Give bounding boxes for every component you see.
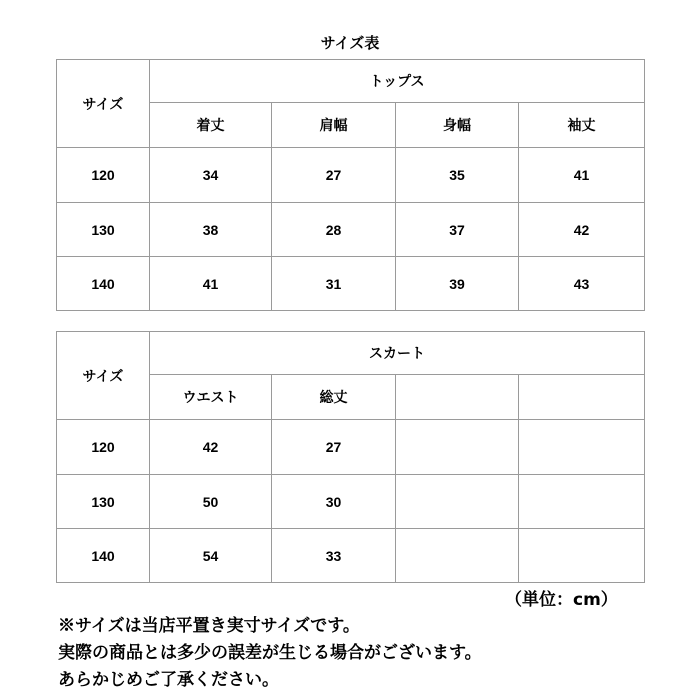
skirt-col-header xyxy=(519,375,645,420)
table-cell xyxy=(519,420,645,475)
table-cell: 34 xyxy=(150,148,272,203)
size-cell: 120 xyxy=(57,148,150,203)
table-cell: 54 xyxy=(150,529,272,583)
tops-col-header: 袖丈 xyxy=(519,103,645,148)
table-cell: 41 xyxy=(150,257,272,311)
size-cell: 140 xyxy=(57,529,150,583)
note-line: 実際の商品とは多少の誤差が生じる場合がございます。 xyxy=(58,643,482,663)
unit-label: （単位：cm） xyxy=(505,590,618,610)
table-cell: 41 xyxy=(519,148,645,203)
table-cell: 28 xyxy=(272,203,396,257)
skirt-col-header: ウエスト xyxy=(150,375,272,420)
table-cell xyxy=(396,420,519,475)
tops-col-header: 身幅 xyxy=(396,103,519,148)
skirt-size-table xyxy=(56,331,645,583)
table-cell: 38 xyxy=(150,203,272,257)
table-cell: 39 xyxy=(396,257,519,311)
table-row xyxy=(57,148,645,203)
skirt-size-header: サイズ xyxy=(57,332,150,420)
page-title: サイズ表 xyxy=(320,34,380,52)
table-row xyxy=(57,203,645,257)
table-cell: 42 xyxy=(150,420,272,475)
table-cell: 50 xyxy=(150,475,272,529)
tops-group-header: トップス xyxy=(150,60,645,103)
skirt-group-header: スカート xyxy=(150,332,645,375)
skirt-col-header: 総丈 xyxy=(272,375,396,420)
table-cell xyxy=(396,529,519,583)
table-row xyxy=(57,257,645,311)
table-row xyxy=(57,420,645,475)
size-cell: 140 xyxy=(57,257,150,311)
size-cell: 130 xyxy=(57,475,150,529)
table-cell xyxy=(519,529,645,583)
table-cell: 27 xyxy=(272,420,396,475)
note-line: ※サイズは当店平置き実寸サイズです。 xyxy=(58,616,360,636)
note-line: あらかじめご了承ください。 xyxy=(58,670,279,690)
table-row xyxy=(57,475,645,529)
table-cell: 30 xyxy=(272,475,396,529)
skirt-col-header xyxy=(396,375,519,420)
tops-size-table xyxy=(56,59,645,311)
table-cell: 43 xyxy=(519,257,645,311)
size-cell: 120 xyxy=(57,420,150,475)
tops-size-header: サイズ xyxy=(57,60,150,148)
size-cell: 130 xyxy=(57,203,150,257)
table-cell: 33 xyxy=(272,529,396,583)
table-row xyxy=(57,529,645,583)
tops-col-header: 肩幅 xyxy=(272,103,396,148)
table-cell: 35 xyxy=(396,148,519,203)
table-cell: 31 xyxy=(272,257,396,311)
table-cell xyxy=(519,475,645,529)
table-cell xyxy=(396,475,519,529)
table-cell: 37 xyxy=(396,203,519,257)
table-cell: 42 xyxy=(519,203,645,257)
table-cell: 27 xyxy=(272,148,396,203)
tops-col-header: 着丈 xyxy=(150,103,272,148)
